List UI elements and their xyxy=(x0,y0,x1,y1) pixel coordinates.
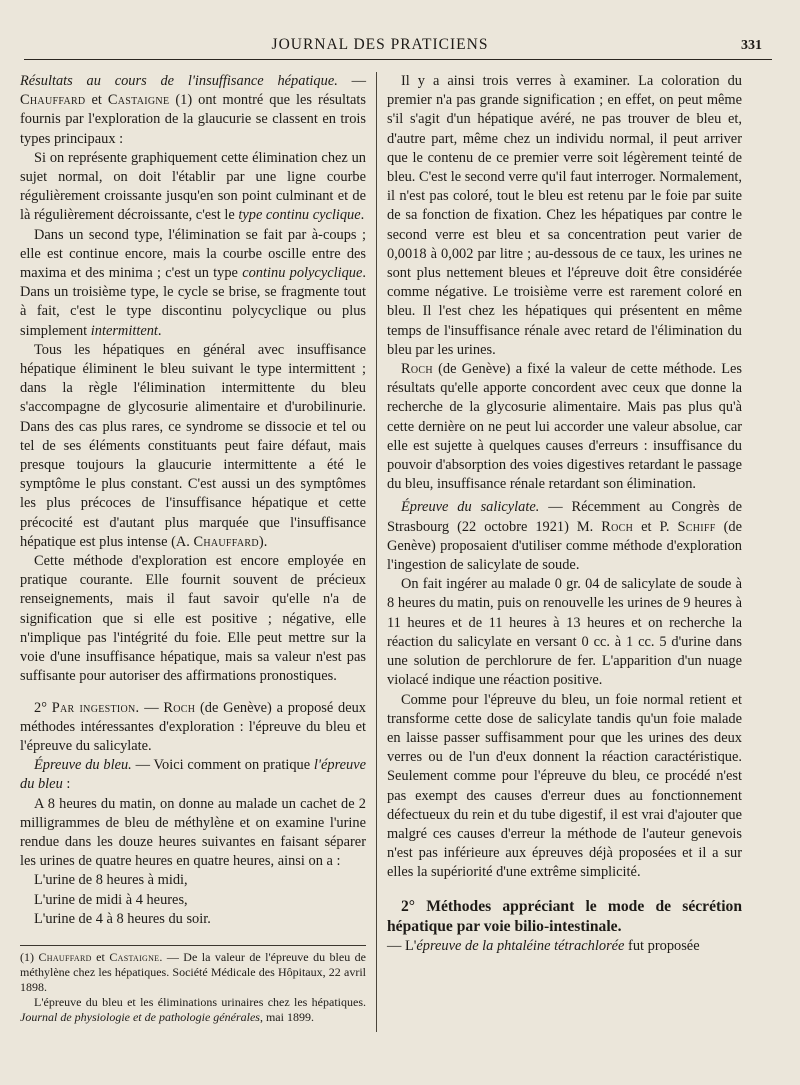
section-heading: 2° Méthodes appréciant le mode de sécrétion hépatique par voie bilio-intestinale. xyxy=(387,897,742,935)
paragraph: A 8 heures du matin, on donne au malade un cachet de 2 milligrammes de bleu de méthylène et on examine l'urine rendue dans les douze heures suivantes en faisant séparer les urines de quatre heures en quatre heures, ainsi on a : xyxy=(20,795,366,870)
paragraph: On fait ingérer au malade 0 gr. 04 de salicylate de soude à 8 heures du matin, puis on renouvelle les urines de 9 heures à 11 heures et de 11 heures à 13 heures et on recherche la réaction du salicylate en versant 0 cc. à 1 cc. 5 d'urine dans une solution de perchlorure de fer. L'apparition d'un nuage violacé indique une réaction positive. xyxy=(387,576,742,689)
paragraph: Épreuve du salicylate. — Récemment au Congrès de Strasbourg (22 octobre 1921) M. Roch et P. Schiff (de Genève) proposaient d'utiliser comme méthode d'exploration l'ingestion de salicylate de soude. xyxy=(387,499,742,574)
paragraph: Résultats au cours de l'insuffisance hépatique. — Chauffard et Castaigne (1) ont montré que les résultats fournis par l'exploration de la glaucurie se classent en trois types principaux : xyxy=(20,73,366,147)
paragraph: Tous les hépatiques en général avec insuffisance hépatique éliminent le bleu suivant le type intermittent ; dans la règle l'élimination intermittente du bleu s'accompagne de glycosurie alimentaire et d'urobilinurie. Dans des cas plus rares, ce syndrome se dissocie et tel ou tel de ses éléments constituants peut faire défaut, mais presque toujours la glaucurie intermittente a été le symptôme le plus constant. C'est aussi un des symptômes les plus précoces de l'insuffisance hépatique et cette précocité est d'autant plus marquée que l'insuffisance hépatique est plus intense (A. Chauffard). xyxy=(20,341,366,550)
header-rule xyxy=(24,59,772,60)
paragraph: Épreuve du bleu. — Voici comment on pratique l'épreuve du bleu : xyxy=(20,757,367,793)
paragraph: — L'épreuve de la phtaléine tétrachlorée fut proposée xyxy=(387,937,700,954)
list-item: L'urine de midi à 4 heures, xyxy=(34,891,188,908)
journal-title: JOURNAL DES PRATICIENS xyxy=(271,36,489,53)
footnote: L'épreuve du bleu et les éliminations urinaires chez les hépatiques. Journal de physiologie et de pathologie générales, mai 1899. xyxy=(20,994,366,1024)
paragraph: Dans un second type, l'élimination se fait par à-coups ; elle est continue encore, mais la courbe oscille entre des maxima et des minima ; c'est un type continu polycyclique. Dans un troisième type, le cycle se brise, se fragmente tout à fait, c'est le type discontinu polycyclique ou plus simplement intermittent. xyxy=(20,226,366,339)
section-heading: 2° Par ingestion. — Roch (de Genève) a proposé deux méthodes intéressantes d'exploration : l'épreuve du bleu et l'épreuve du salicylate. xyxy=(20,699,366,754)
list-item: L'urine de 8 heures à midi, xyxy=(34,872,188,889)
footnotes xyxy=(20,945,366,1025)
paragraph: Roch (de Genève) a fixé la valeur de cette méthode. Les résultats qu'elle apporte concordent avec ceux que donne la recherche de la glycosurie alimentaire. Mais pas plus qu'à cette dernière on ne peut lui accorder une valeur absolue, car elle est sujette à quelques causes d'erreurs : insuffisance du pouvoir d'absorption des voies digestives retardant le passage du bleu, insuffisance rénale retardant son élimination. xyxy=(387,361,742,493)
right-column xyxy=(387,72,742,956)
left-column xyxy=(20,72,366,1025)
column-divider xyxy=(376,72,377,1032)
page-number: 331 xyxy=(741,38,762,53)
list-item: L'urine de 4 à 8 heures du soir. xyxy=(34,910,211,927)
paragraph: Si on représente graphiquement cette élimination chez un sujet normal, on doit l'établir par une ligne courbe régulièrement croissante jusqu'en son point culminant et de là régulièrement décroissante, c'est le type continu cyclique. xyxy=(20,149,366,224)
paragraph: Il y a ainsi trois verres à examiner. La coloration du premier n'a pas grande signification ; en effet, on peut même s'il s'agit d'un hépatique avéré, ne pas trouver de bleu et, d'autre part, même chez un individu normal, il peut arriver que le contenu de ce premier verre soit légèrement teinté de bleu. C'est le second verre qu'il faut interroger. Normalement, il n'est pas coloré, tout le bleu est retenu par le foie par suite de sa fonction de fixation. Chez les hépatiques par contre le second verre est bleu et sa concentration peut varier de 0,0018 à 0,002 par litre ; au-dessous de ce taux, les urines ne sont plus nettement bleues et l'épreuve doit être considérée comme négative. Le troisième verre est rarement coloré en bleu. Il l'est chez les hépatiques qui présentent en même temps de l'insuffisance rénale avec retard de l'élimination du bleu par les urines. xyxy=(387,73,742,358)
footnote: (1) Chauffard et Castaigne. — De la valeur de l'épreuve du bleu de méthylène chez les hépatiques. Société Médicale des Hôpitaux, 22 avril 1898. xyxy=(20,949,367,994)
paragraph: Comme pour l'épreuve du bleu, un foie normal retient et transforme cette dose de salicylate tandis qu'un foie malade en laisse passer suffisamment pour que les urines des deux verres ou de l'un d'eux donnent la réaction caractéristique. Seulement comme pour l'épreuve du bleu, ce procédé n'est pas exempt des causes d'erreur dues au fonctionnement défectueux du rein et du tube digestif, il est vrai d'ajouter que malgré ces causes d'erreur la méthode de l'auteur genevois n'est pas inférieure aux épreuves déjà proposées et il a sur elles la supériorité d'une extrême simplicité. xyxy=(387,691,742,881)
paragraph: Cette méthode d'exploration est encore employée en pratique courante. Elle fournit souvent de précieux renseignements, mais il faut savoir qu'elle n'a de signification que si elle est positive ; négative, elle n'implique pas l'intégrité du foie. Elle peut mettre sur la voie d'une insuffisance hépatique, mais sa valeur n'est pas suffisante pour autoriser des affirmations pronostiques. xyxy=(20,553,366,685)
running-header xyxy=(0,32,800,62)
